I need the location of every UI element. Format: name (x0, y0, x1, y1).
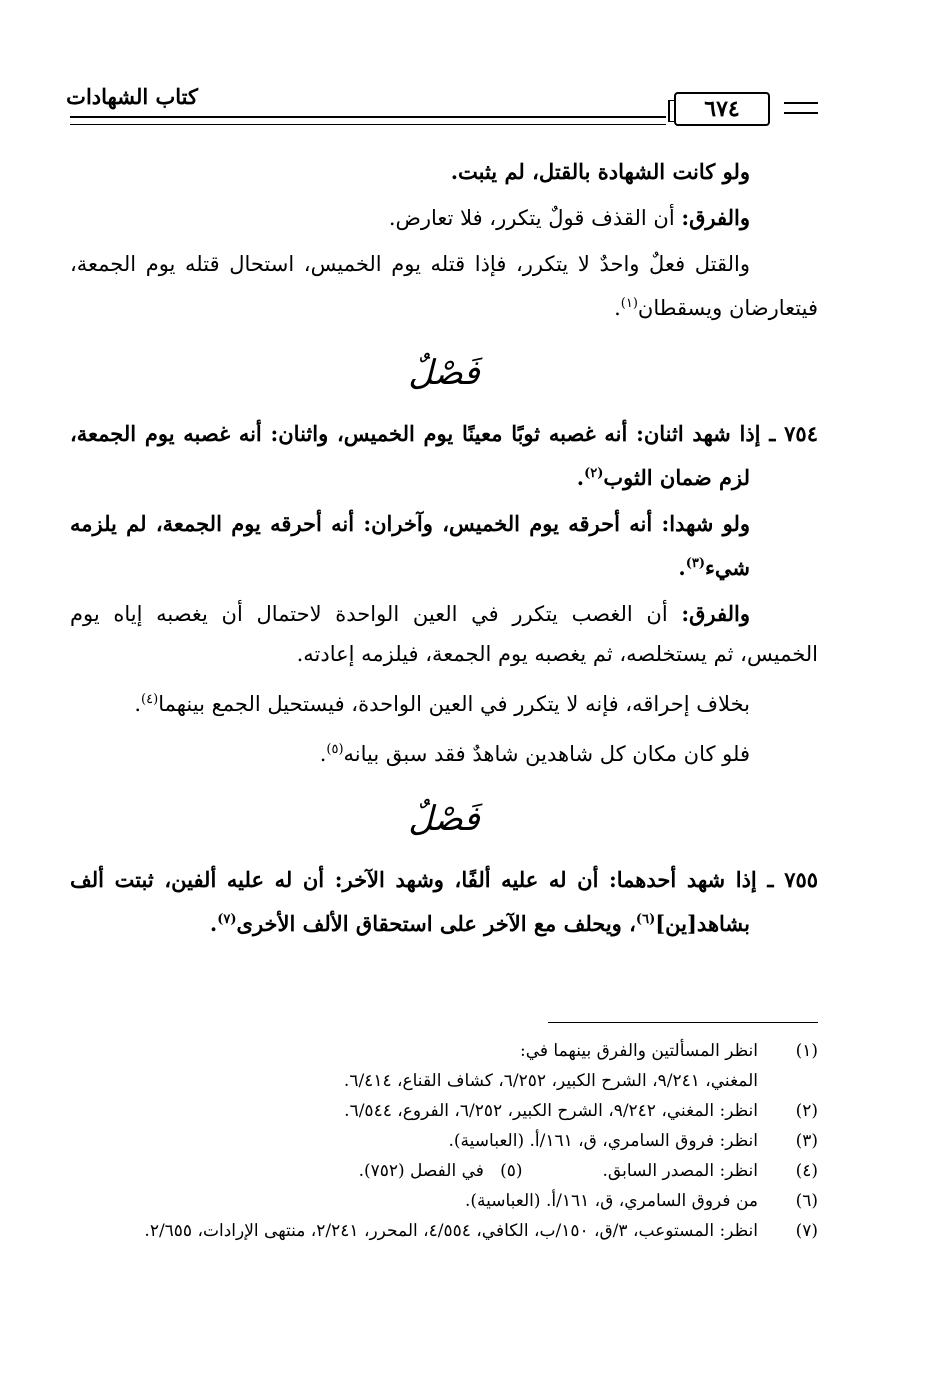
footnote-4-text: انظر: المصدر السابق. (602, 1161, 758, 1181)
page-header (66, 78, 818, 128)
footnote-number: (٦) (795, 1191, 818, 1211)
section-heading-fasl-2: فَصْلٌ (408, 799, 480, 839)
footnotes (70, 1036, 818, 1246)
issue-754-contrast: بخلاف إحراقه، فإنه لا يتكرر في العين الواحدة، فيستحيل الجمع بينهما$^{(٤)}$. (134, 692, 750, 716)
issue-754: ٧٥٤ ـ إذا شهد اثنان: أنه غصبه ثوبًا معينًا يوم الخميس، واثنان: أنه غصبه يوم الجمعة، لزم ضمان الثوب$^{(٢)}$. (70, 421, 818, 490)
footnote-4-5 (70, 1156, 818, 1186)
footnote-number: (٣) (795, 1131, 818, 1151)
page-number-text: ٦٧٤ (704, 96, 740, 122)
book-title: كتاب الشهادات (66, 84, 198, 109)
page-body (70, 152, 818, 950)
footnote-number: (٥) (500, 1161, 523, 1181)
issue-number: ٧٥٤ ـ (769, 421, 818, 446)
footnote-5: (٥) في الفصل (٧٥٢). (358, 1161, 523, 1181)
header-rule-ornament (784, 102, 818, 114)
issue-754-difference: والفرق: أن الغصب يتكرر في العين الواحدة لاحتمال أن يغصبه إياه يوم الخميس، ثم يستخلصه، ثم يغصبه يوم الجمعة، فيلزمه إعادته. (70, 601, 818, 666)
footnote-ref-4[interactable]: (٤) (141, 692, 159, 707)
issue-754-last: فلو كان مكان كل شاهدين شاهدٌ فقد سبق بيانه$^{(٥)}$. (319, 742, 750, 766)
footnote-ref-6[interactable]: (٦) (635, 912, 656, 927)
footnote-ref-3[interactable]: (٣) (685, 556, 706, 571)
issue-755: ٧٥٥ ـ إذا شهد أحدهما: أن له عليه ألفًا، وشهد الآخر: أن له عليه ألفين، ثبتت ألف بشاهد[ين]$^{(٦)}$، ويحلف مع الآخر على استحقاق الألف الأخرى$^{(٧)}$. (70, 867, 819, 936)
page-number (674, 92, 770, 126)
footnote-ref-1[interactable]: (١) (620, 296, 638, 311)
footnote-ref-2[interactable]: (٢) (584, 466, 604, 481)
paragraph-killing: والقتل فعلٌ واحدٌ لا يتكرر، فإذا قتله يوم الخميس، استحال قتله يوم الجمعة، فيتعارضان ويسقطان$^{(١)}$. (70, 252, 818, 320)
footnote-ref-7[interactable]: (٧) (217, 912, 237, 927)
footnote-number: (٤) (795, 1161, 818, 1181)
footnote-number: (٢) (795, 1101, 818, 1121)
footnote-1: (١) انظر المسألتين والفرق بينهما في: المغني، ٩/٢٤١، الشرح الكبير، ٦/٢٥٢، كشاف القناع، ٦/٤١٤. (70, 1036, 818, 1096)
footnote-3: (٣) انظر: فروق السامري، ق، ١٦١/أ. (العباسية). (70, 1126, 818, 1156)
footnote-2: (٢) انظر: المغني، ٩/٢٤٢، الشرح الكبير، ٦/٢٥٢، الفروع، ٦/٥٤٤. (70, 1096, 818, 1126)
footnote-number: (٧) (795, 1221, 818, 1241)
footnote-separator (548, 1022, 818, 1023)
footnote-number: (١) (795, 1041, 818, 1061)
section-heading-fasl-1: فَصْلٌ (408, 353, 480, 393)
issue-number: ٧٥٥ ـ (767, 867, 819, 892)
paragraph-difference-qadhf: والفرق: أن القذف قولٌ يتكرر، فلا تعارض. (388, 205, 750, 230)
issue-754-burning: ولو شهدا: أنه أحرقه يوم الخميس، وآخران: أنه أحرقه يوم الجمعة، لم يلزمه شيء$^{(٣)}$. (70, 511, 750, 580)
footnote-7: (٧) انظر: المستوعب، ٣/ق، ١٥٠/ب، الكافي، ٤/٥٥٤، المحرر، ٢/٢٤١، منتهى الإرادات، ٢/٦٥٥. (70, 1216, 818, 1246)
paragraph-murder-testimony: ولو كانت الشهادة بالقتل، لم يثبت. (450, 159, 750, 184)
footnote-ref-5[interactable]: (٥) (326, 742, 344, 757)
header-rule (70, 116, 666, 125)
footnote-6: (٦) من فروق السامري، ق، ١٦١/أ. (العباسية). (70, 1186, 818, 1216)
